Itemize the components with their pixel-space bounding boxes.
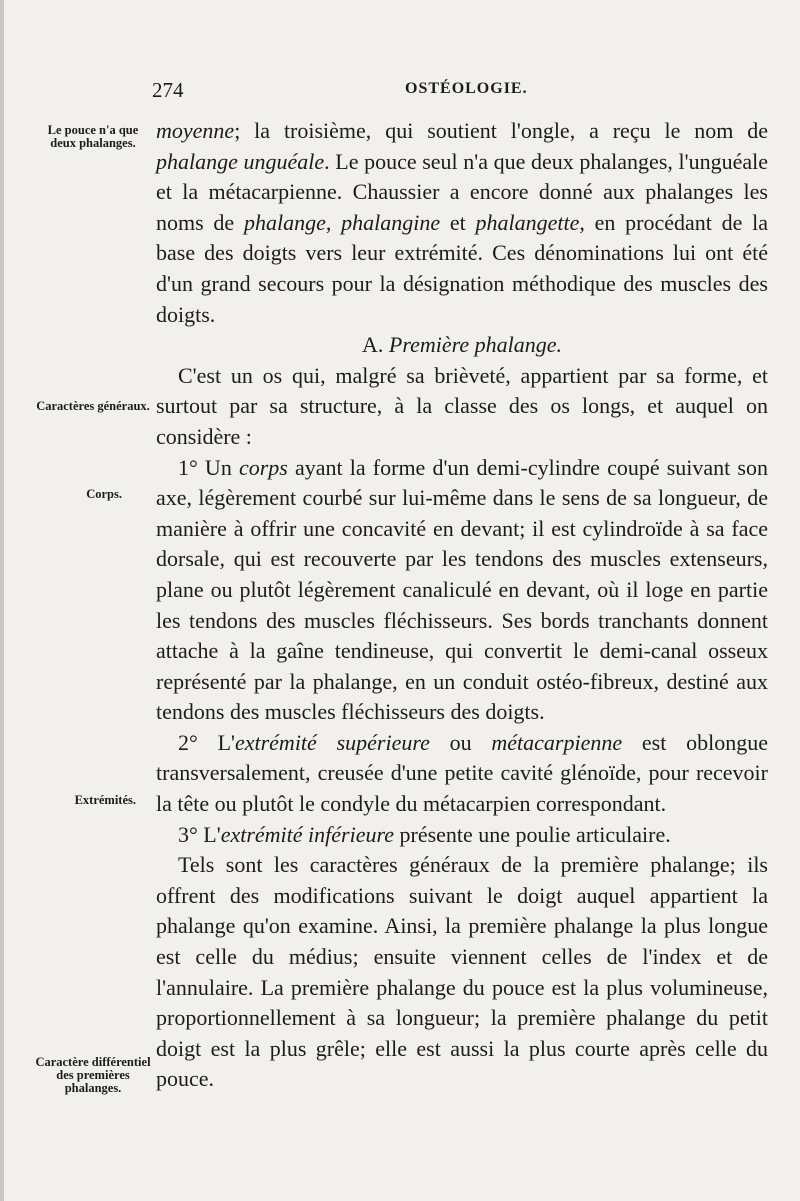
italic-term: corps xyxy=(238,454,288,480)
italic-term: métacarpienne xyxy=(491,729,623,755)
text-run: et xyxy=(440,209,476,235)
text-run: ou xyxy=(429,729,492,755)
body-text xyxy=(156,116,768,1095)
side-note-corps: Corps. xyxy=(86,487,122,501)
italic-term: extrémité supérieure xyxy=(234,729,430,755)
italic-term: phalange unguéale xyxy=(156,148,325,174)
side-note-caracteres: Caractères généraux. xyxy=(36,399,150,413)
text-run: présente une poulie articulaire. xyxy=(394,821,671,847)
page-number: 274 xyxy=(152,78,184,102)
text-run: ; la troisième, qui soutient l'ongle, a reçu le nom de xyxy=(234,118,768,143)
section-title xyxy=(156,330,768,361)
italic-term: extrémité inférieure xyxy=(220,821,394,847)
text-run: . Le pouce seul n'a que deux phalanges, l'unguéale et la métacarpienne. Chaussier a encore donné aux phalanges les noms de xyxy=(156,148,768,235)
paragraph-corps xyxy=(156,453,768,728)
section-name: Première phalange. xyxy=(388,332,562,358)
paragraph-phalanges xyxy=(156,116,768,330)
text-run: 1° Un xyxy=(178,454,239,480)
paragraph-differentiel: Tels sont les caractères généraux de la première phalange; ils offrent des modifications suivant le doigt auquel appartient la phalange qu'on examine. Ainsi, la première phalange la plus longue est celle du médius; ensuite viennent celles de l'index et de l'annulaire. La première phalange du pouce est la plus volumineuse, proportionnellement à sa longueur; la première phalange du petit doigt est la plus grêle; elle est aussi la plus courte après celle du pouce. xyxy=(156,852,768,1092)
running-title: OSTÉOLOGIE. xyxy=(405,80,528,97)
italic-term: phalange xyxy=(243,209,326,235)
text-run: , xyxy=(325,209,342,235)
paragraph-caracteres: C'est un os qui, malgré sa brièveté, appartient par sa forme, et surtout par sa structure, à la classe des os longs, et auquel on considère : xyxy=(156,362,768,449)
italic-term: moyenne xyxy=(156,118,235,143)
page-edge xyxy=(0,0,4,1201)
text-run: 2° L' xyxy=(178,729,235,755)
italic-term: phalangine xyxy=(341,209,441,235)
section-letter: A. xyxy=(362,332,389,358)
side-note-extremites: Extrémités. xyxy=(74,793,136,807)
side-note-differentiel: Caractère différentiel des premières phalanges. xyxy=(35,1055,151,1095)
paragraph-extremite-superieure xyxy=(156,728,768,820)
side-note-pouce: Le pouce n'a que deux phalanges. xyxy=(47,123,139,150)
italic-term: phalangette xyxy=(475,209,580,235)
page-header xyxy=(150,78,760,108)
text-run: ayant la forme d'un demi-cylindre coupé suivant son axe, légèrement courbé sur lui-même dans le sens de sa longueur, de manière à offrir une concavité en devant; il est cylindroïde à sa face dorsale, qui est recouverte par les tendons des muscles extenseurs, plane ou plutôt légèrement canaliculé en devant, où il loge en partie les tendons des muscles fléchisseurs. Ses bords tranchants donnent attache à la gaîne tendineuse, qui convertit le demi-canal osseux représenté par la phalange, en un conduit ostéo-fibreux, destiné aux tendons des muscles fléchisseurs des doigts. xyxy=(156,454,768,725)
text-run: 3° L' xyxy=(178,821,221,847)
paragraph-extremite-inferieure xyxy=(156,820,768,851)
text-run: , en procédant de la base des doigts vers leur extrémité. Ces dénominations lui ont été d'un grand secours pour la désignation méthodique des muscles des doigts. xyxy=(156,209,768,327)
text-run: est oblongue transversalement, creusée d'une petite cavité glénoïde, pour recevoir la tête ou plutôt le condyle du métacarpien correspondant. xyxy=(156,729,768,817)
